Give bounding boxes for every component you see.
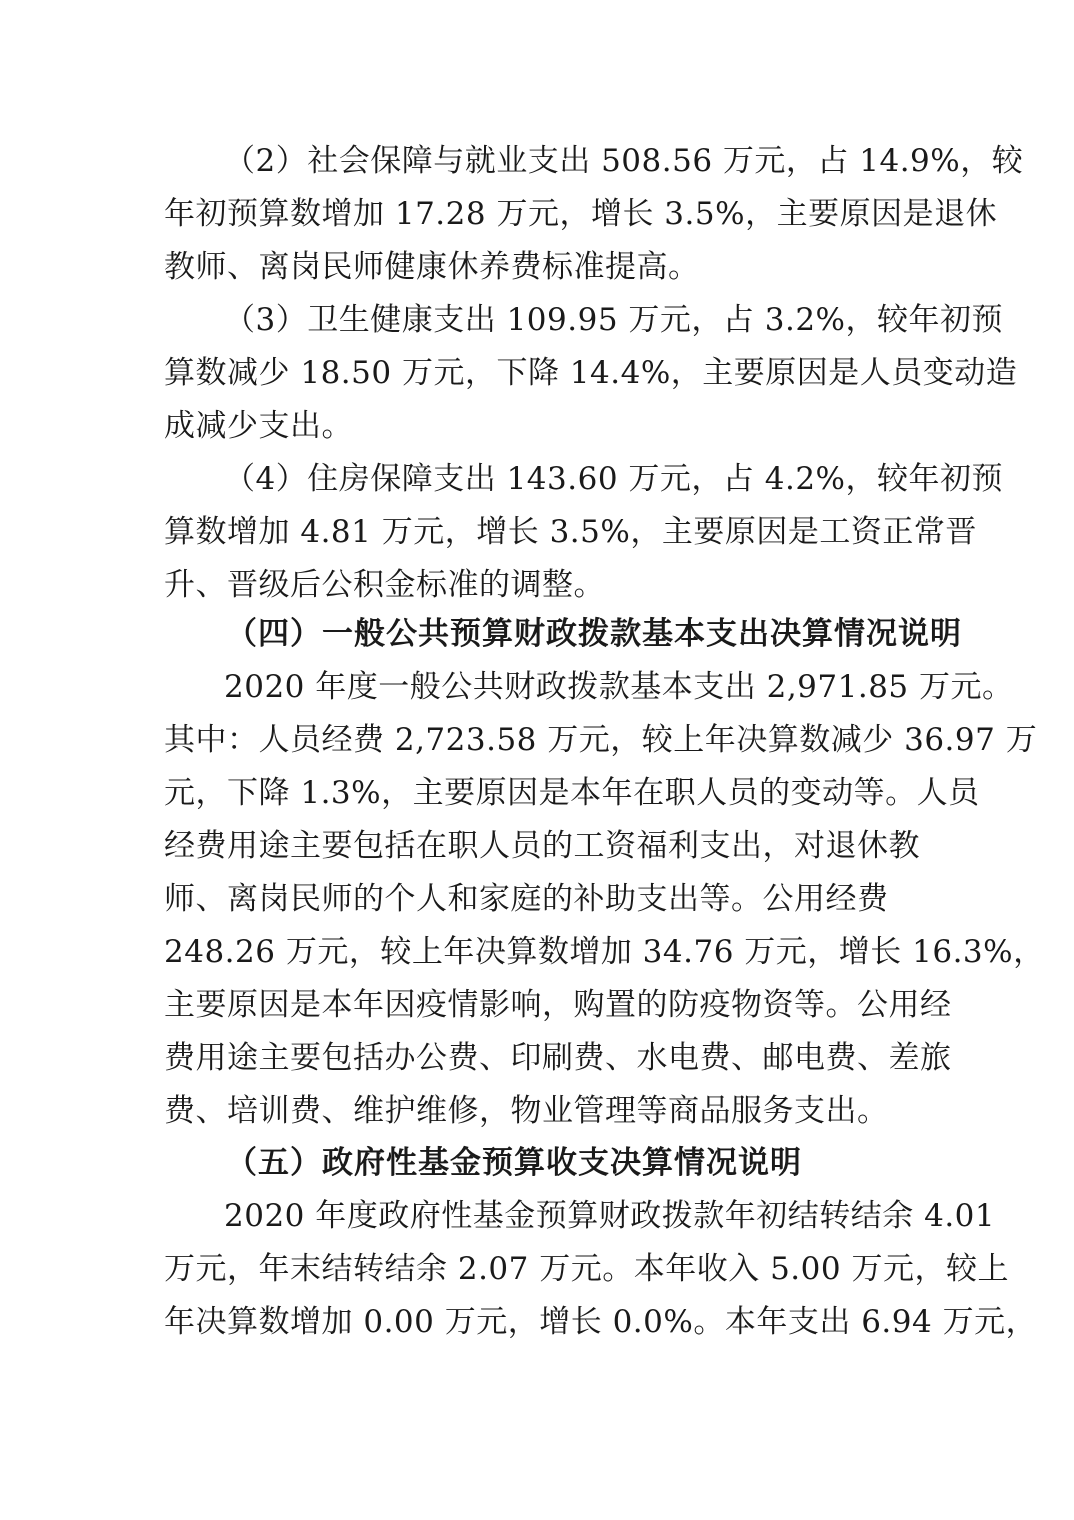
paragraph-line: 算数增加 4.81 万元，增长 3.5%，主要原因是工资正常晋 xyxy=(164,514,977,550)
paragraph-line: 升、晋级后公积金标准的调整。 xyxy=(164,567,605,603)
paragraph-line: 经费用途主要包括在职人员的工资福利支出，对退休教 xyxy=(164,828,920,864)
paragraph-line: 2020 年度一般公共财政拨款基本支出 2,971.85 万元。 xyxy=(224,669,1014,705)
paragraph-line: （2）社会保障与就业支出 508.56 万元，占 14.9%，较 xyxy=(224,143,1024,179)
paragraph-line: 主要原因是本年因疫情影响，购置的防疫物资等。公用经 xyxy=(164,987,952,1023)
paragraph-line: 其中：人员经费 2,723.58 万元，较上年决算数减少 36.97 万 xyxy=(164,722,1038,758)
paragraph-line: 成减少支出。 xyxy=(164,408,353,444)
section-heading: （五）政府性基金预算收支决算情况说明 xyxy=(226,1145,802,1181)
paragraph-line: （3）卫生健康支出 109.95 万元，占 3.2%，较年初预 xyxy=(224,302,1004,338)
paragraph-line: 万元，年末结转结余 2.07 万元。本年收入 5.00 万元，较上 xyxy=(164,1251,1009,1287)
paragraph-line: 年决算数增加 0.00 万元，增长 0.0%。本年支出 6.94 万元， xyxy=(164,1304,1038,1340)
paragraph-line: 师、离岗民师的个人和家庭的补助支出等。公用经费 xyxy=(164,881,889,917)
paragraph-line: 教师、离岗民师健康休养费标准提高。 xyxy=(164,249,700,285)
paragraph-line: 费用途主要包括办公费、印刷费、水电费、邮电费、差旅 xyxy=(164,1040,952,1076)
paragraph-line: 费、培训费、维护维修，物业管理等商品服务支出。 xyxy=(164,1093,889,1129)
section-heading: （四）一般公共预算财政拨款基本支出决算情况说明 xyxy=(226,616,962,652)
paragraph-line: 算数减少 18.50 万元，下降 14.4%，主要原因是人员变动造 xyxy=(164,355,1018,391)
paragraph-line: 248.26 万元，较上年决算数增加 34.76 万元，增长 16.3%， xyxy=(164,934,1045,970)
paragraph-line: 元，下降 1.3%，主要原因是本年在职人员的变动等。人员 xyxy=(164,775,980,811)
paragraph-line: （4）住房保障支出 143.60 万元，占 4.2%，较年初预 xyxy=(224,461,1004,497)
paragraph-line: 年初预算数增加 17.28 万元，增长 3.5%，主要原因是退休 xyxy=(164,196,998,232)
paragraph-line: 2020 年度政府性基金预算财政拨款年初结转结余 4.01 xyxy=(224,1198,996,1234)
